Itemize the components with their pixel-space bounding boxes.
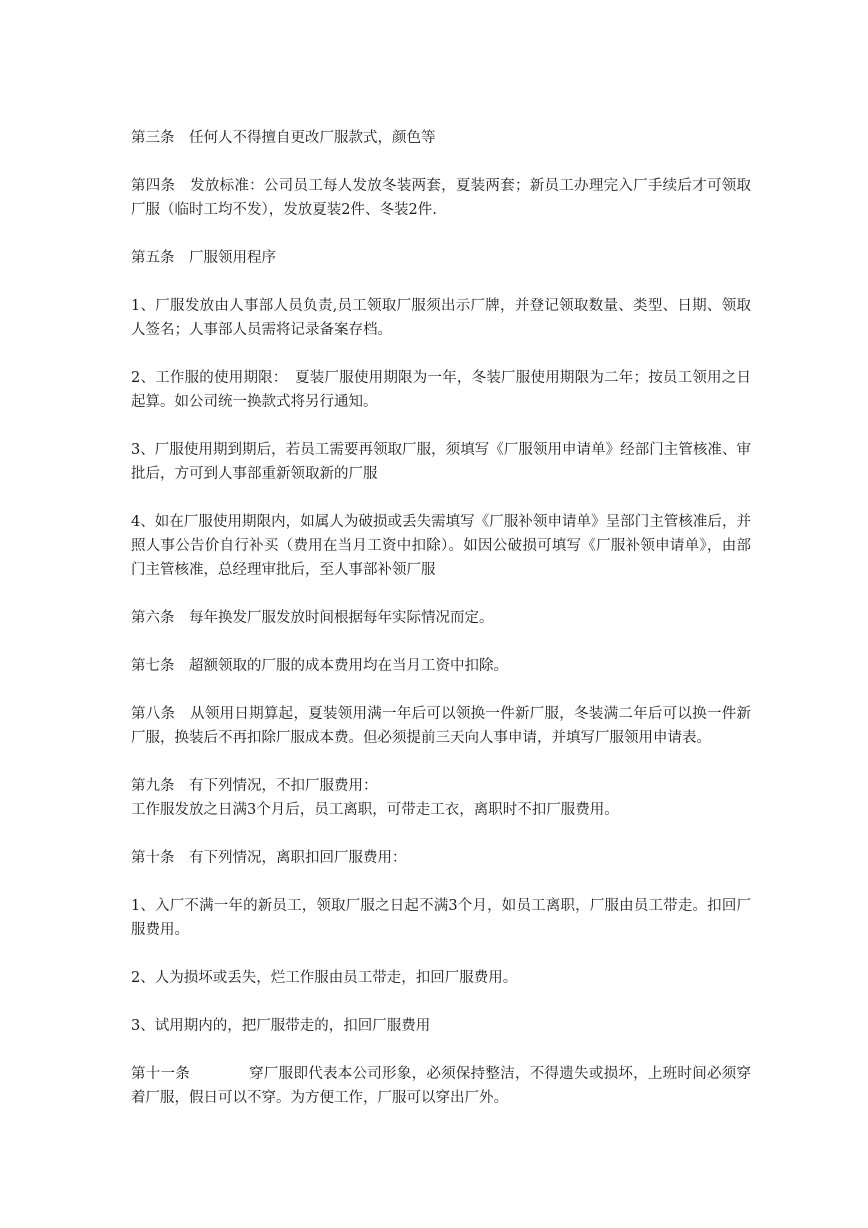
article-5-item-3: 3、厂服使用期到期后，若员工需要再领取厂服，须填写《厂服领用申请单》经部门主管核准、审批后，方可到人事部重新领取新的厂服 (131, 442, 751, 482)
article-5-item-4: 4、如在厂服使用期限内，如属人为破损或丢失需填写《厂服补领申请单》呈部门主管核准后，并照人事公告价自行补买（费用在当月工资中扣除）。如因公破损可填写《厂服补领申请单》，由部门主管核准，总经理审批后，至人事部补领厂服 (131, 514, 751, 578)
document-body (131, 126, 751, 1110)
article-11: 第十一条 穿厂服即代表本公司形象，必须保持整洁，不得遗失或损坏，上班时间必须穿着厂服，假日可以不穿。为方便工作，厂服可以穿出厂外。 (131, 1066, 751, 1106)
article-6: 第六条 每年换发厂服发放时间根据每年实际情况而定。 (131, 610, 494, 626)
article-8: 第八条 从领用日期算起，夏装领用满一年后可以领换一件新厂服，冬装满二年后可以换一件新厂服，换装后不再扣除厂服成本费。但必须提前三天向人事申请，并填写厂服领用申请表。 (131, 706, 751, 746)
article-7: 第七条 超额领取的厂服的成本费用均在当月工资中扣除。 (131, 658, 508, 674)
article-5-heading: 第五条 厂服领用程序 (131, 250, 276, 266)
article-10-heading: 第十条 有下列情况，离职扣回厂服费用： (131, 850, 407, 866)
article-10-item-1: 1、入厂不满一年的新员工，领取厂服之日起不满3个月，如员工离职，厂服由员工带走。扣回厂服费用。 (131, 898, 751, 938)
article-10-item-2: 2、人为损坏或丢失，烂工作服由员工带走，扣回厂服费用。 (131, 970, 518, 986)
article-4: 第四条 发放标准：公司员工每人发放冬装两套，夏装两套；新员工办理完入厂手续后才可领取厂服（临时工均不发），发放夏装2件、冬装2件. (131, 178, 751, 218)
article-10-item-3: 3、试用期内的，把厂服带走的，扣回厂服费用 (131, 1018, 431, 1034)
article-5-item-1: 1、厂服发放由人事部人员负责,员工领取厂服须出示厂牌，并登记领取数量、类型、日期、领取人签名；人事部人员需将记录备案存档。 (131, 298, 751, 338)
article-9-heading: 第九条 有下列情况，不扣厂服费用： (131, 778, 378, 794)
article-9-item: 工作服发放之日满3个月后，员工离职，可带走工衣，离职时不扣厂服费用。 (131, 802, 619, 818)
article-5-item-2: 2、工作服的使用期限： 夏装厂服使用期限为一年，冬装厂服使用期限为二年；按员工领用之日起算。如公司统一换款式将另行通知。 (131, 370, 751, 410)
article-3: 第三条 任何人不得擅自更改厂服款式，颜色等 (131, 130, 436, 146)
